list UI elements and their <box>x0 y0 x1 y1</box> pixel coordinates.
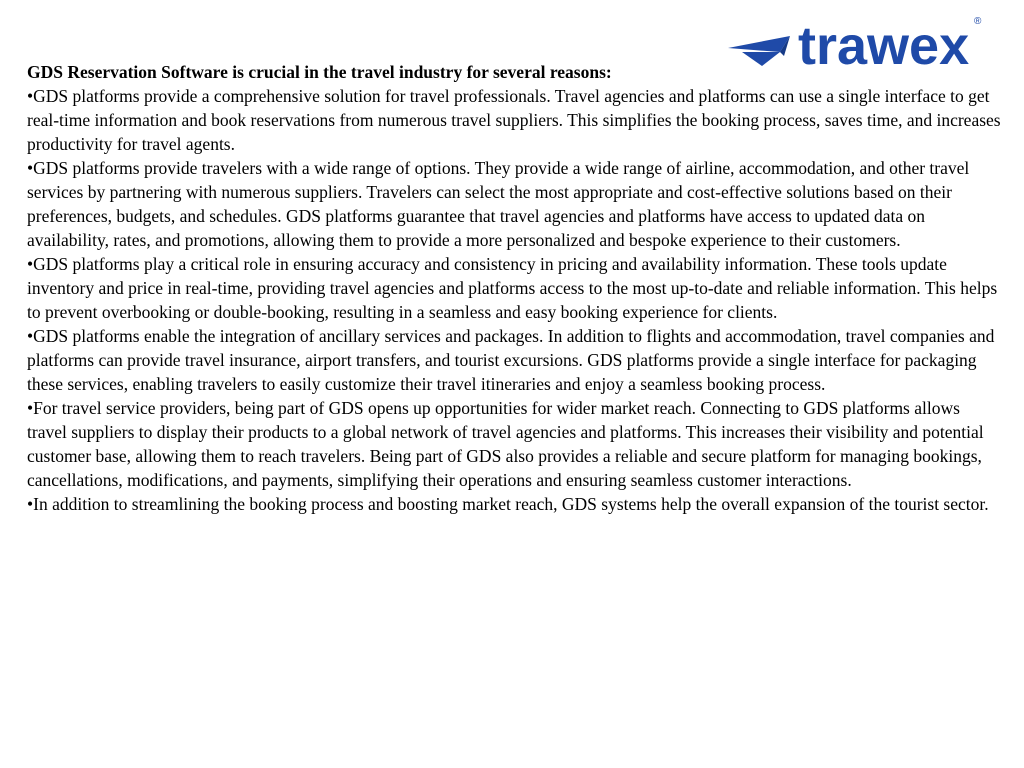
bullet-item: •GDS platforms provide travelers with a wide range of options. They provide a wide range of airline, accommodation, and other travel services by partnering with numerous suppliers. Travelers can select the most appropriate and cost-effective solutions based on their preferences, budgets, and schedules. GDS platforms guarantee that travel agencies and platforms have access to updated data on availability, rates, and promotions, allowing them to provide a more personalized and bespoke experience to their customers. <box>27 158 970 250</box>
registered-mark: ® <box>974 16 982 27</box>
bullet-item: •GDS platforms play a critical role in ensuring accuracy and consistency in pricing and availability information. These tools update inventory and price in real-time, providing travel agencies and platforms access to the most up-to-date and reliable information. This helps to prevent overbooking or double-booking, resulting in a seamless and easy booking experience for clients. <box>27 254 998 322</box>
logo-wordmark: trawex <box>798 16 970 76</box>
bullet-item: •In addition to streamlining the booking process and boosting market reach, GDS systems help the overall expansion of the tourist sector. <box>27 494 989 514</box>
document-heading: GDS Reservation Software is crucial in the travel industry for several reasons: <box>27 62 612 82</box>
bullet-item: •GDS platforms provide a comprehensive solution for travel professionals. Travel agencies and platforms can use a single interface to get real-time information and book reservations from numerous travel suppliers. This simplifies the booking process, saves time, and increases productivity for travel agents. <box>27 86 1001 154</box>
bullet-item: •GDS platforms enable the integration of ancillary services and packages. In addition to flights and accommodation, travel companies and platforms can provide travel insurance, airport transfers, and tourist excursions. GDS platforms provide a single interface for packaging these services, enabling travelers to easily customize their travel itineraries and enjoy a seamless booking process. <box>27 326 995 394</box>
bullet-item: •For travel service providers, being part of GDS opens up opportunities for wider market reach. Connecting to GDS platforms allows travel suppliers to display their products to a global network of travel agencies and platforms. This increases their visibility and potential customer base, allowing them to reach travelers. Being part of GDS also provides a reliable and secure platform for managing bookings, cancellations, modifications, and payments, simplifying their operations and ensuring seamless customer interactions. <box>27 398 984 490</box>
document-body <box>27 60 1002 516</box>
